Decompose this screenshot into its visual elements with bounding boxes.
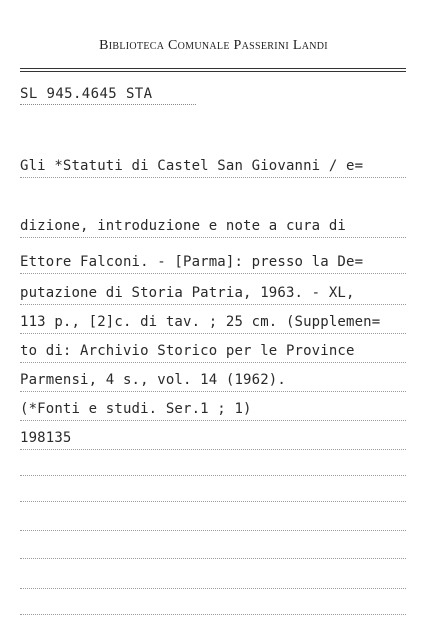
entry-line: to di: Archivio Storico per le Province xyxy=(20,343,406,363)
entry-line: 113 p., [2]c. di tav. ; 25 cm. (Supplemen= xyxy=(20,314,406,334)
ruled-line xyxy=(20,530,406,531)
entry-line: (*Fonti e studi. Ser.1 ; 1) xyxy=(20,401,406,421)
ruled-line xyxy=(20,614,406,615)
entry-line: putazione di Storia Patria, 1963. - XL, xyxy=(20,285,406,305)
shelfmark: SL 945.4645 STA xyxy=(20,86,196,105)
entry-line: 198135 xyxy=(20,430,406,450)
ruled-line xyxy=(20,501,406,502)
header-rule-bottom xyxy=(20,71,406,72)
ruled-line xyxy=(20,558,406,559)
ruled-line xyxy=(20,475,406,476)
entry-line: dizione, introduzione e note a cura di xyxy=(20,218,406,238)
ruled-line xyxy=(20,588,406,589)
entry-line: Gli *Statuti di Castel San Giovanni / e= xyxy=(20,158,406,178)
entry-line: Ettore Falconi. - [Parma]: presso la De= xyxy=(20,254,406,274)
entry-line: Parmensi, 4 s., vol. 14 (1962). xyxy=(20,372,406,392)
library-header: Biblioteca Comunale Passerini Landi xyxy=(99,38,328,53)
header-rule-top xyxy=(20,68,406,69)
